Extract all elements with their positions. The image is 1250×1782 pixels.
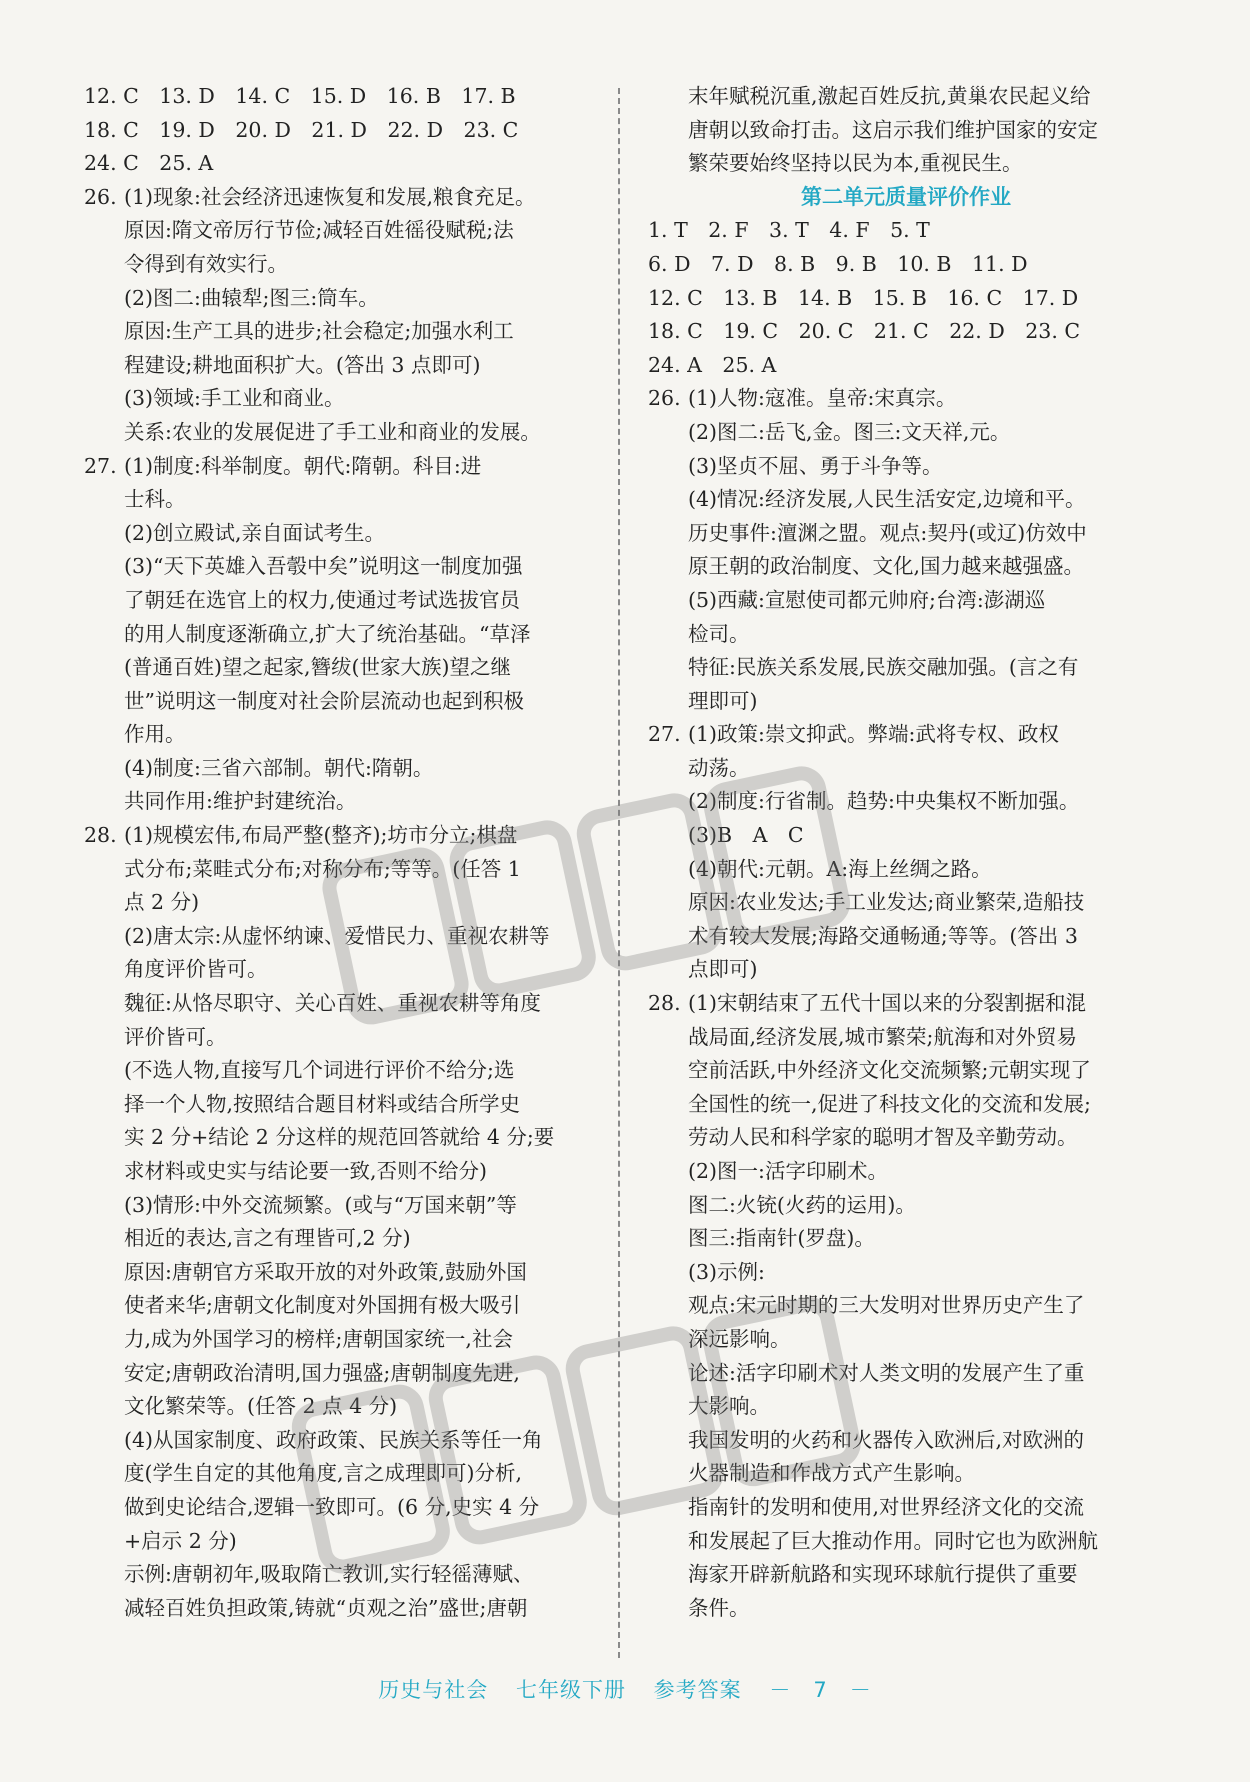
answer-text: 观点:宋元时期的三大发明对世界历史产生了: [688, 1293, 1085, 1318]
right-column: [648, 80, 1164, 1625]
answer-text: 使者来华;唐朝文化制度对外国拥有极大吸引: [124, 1293, 521, 1318]
answer-line: [84, 1390, 600, 1424]
answer-line: [648, 618, 1164, 652]
answer-line: [84, 248, 600, 282]
answer-text: (3)B A C: [688, 823, 804, 848]
answer-line: [648, 550, 1164, 584]
answer-line: [84, 1592, 600, 1626]
answer-text: 理即可): [688, 688, 758, 713]
answer-line: [84, 1525, 600, 1559]
answer-line: [648, 718, 1164, 752]
answer-line: [648, 853, 1164, 887]
question-number: 26.: [648, 386, 681, 411]
right-column-continuation: [648, 80, 1164, 181]
answer-line: [84, 618, 600, 652]
answer-text: (4)制度:三省六部制。朝代:隋朝。: [124, 755, 434, 780]
answer-line: [84, 1189, 600, 1223]
answer-text: 作用。: [124, 722, 186, 747]
answer-line: [648, 987, 1164, 1021]
answer-text: (5)西藏:宣慰使司都元帅府;台湾:澎湖巡: [688, 587, 1046, 612]
answer-text: 原王朝的政治制度、文化,国力越来越强盛。: [688, 554, 1085, 579]
answer-text: 度(学生自定的其他角度,言之成理即可)分析,: [124, 1461, 523, 1486]
answer-line: [84, 1256, 600, 1290]
answer-line: [648, 886, 1164, 920]
answer-text: (3)坚贞不屈、勇于斗争等。: [688, 453, 943, 478]
answer-text: 角度评价皆可。: [124, 957, 268, 982]
answer-text: (4)朝代:元朝。A:海上丝绸之路。: [688, 856, 992, 881]
answer-line: [84, 584, 600, 618]
answer-line: [84, 853, 600, 887]
answer-text: 世”说明这一制度对社会阶层流动也起到积极: [124, 688, 524, 713]
answer-line: [84, 953, 600, 987]
answer-line: [84, 1121, 600, 1155]
answer-text: 繁荣要始终坚持以民为本,重视民生。: [688, 151, 1023, 176]
answer-line: [648, 1021, 1164, 1055]
answer-line: [648, 1457, 1164, 1491]
answer-line: [84, 1424, 600, 1458]
section-title: 第二单元质量评价作业: [801, 184, 1011, 209]
answer-text: 求材料或史实与结论要一致,否则不给分): [124, 1159, 488, 1183]
answer-text: 18. C 19. C 20. C 21. C 22. D 23. C: [648, 319, 1081, 344]
answer-line: [648, 1121, 1164, 1155]
answer-line: [84, 416, 600, 450]
footer-label: 参考答案: [653, 1678, 742, 1702]
answer-text: 指南针的发明和使用,对世界经济文化的交流: [688, 1494, 1085, 1519]
answer-line: [648, 416, 1164, 450]
answer-text: 12. C 13. D 14. C 15. D 16. B 17. B: [84, 84, 516, 108]
answer-line: [84, 1457, 600, 1491]
answer-line: [84, 147, 600, 181]
answer-line: [84, 450, 600, 484]
answer-line: [84, 1054, 600, 1088]
answer-text: 的用人制度逐渐确立,扩大了统治基础。“草泽: [124, 621, 531, 646]
answer-line: [84, 114, 600, 148]
answer-text: 了朝廷在选官上的权力,使通过考试选拔官员: [124, 587, 521, 612]
answer-line: [648, 517, 1164, 551]
answer-text: (3)情形:中外交流频繁。(或与“万国来朝”等: [124, 1192, 517, 1217]
answer-line: [648, 1222, 1164, 1256]
answer-text: 程建设;耕地面积扩大。(答出 3 点即可): [124, 352, 481, 377]
answer-text: (1)现象:社会经济迅速恢复和发展,粮食充足。: [124, 184, 536, 209]
answer-line: [648, 1357, 1164, 1391]
answer-line: [648, 1155, 1164, 1189]
answer-text: (1)制度:科举制度。朝代:隋朝。科目:进: [124, 453, 482, 478]
answer-line: [648, 1558, 1164, 1592]
answer-line: [648, 214, 1164, 248]
answer-text: 我国发明的火药和火器传入欧洲后,对欧洲的: [688, 1427, 1085, 1452]
answer-text: 大影响。: [688, 1394, 770, 1419]
answer-line: [648, 953, 1164, 987]
answer-text: (1)政策:崇文抑武。弊端:武将专权、政权: [688, 722, 1059, 747]
answer-text: 实 2 分+结论 2 分这样的规范回答就给 4 分;要: [124, 1125, 555, 1150]
answer-line: [648, 1390, 1164, 1424]
answer-line: [84, 785, 600, 819]
answer-text: 图三:指南针(罗盘)。: [688, 1226, 875, 1251]
answer-text: 12. C 13. B 14. B 15. B 16. C 17. D: [648, 285, 1079, 310]
answer-text: 原因:唐朝官方采取开放的对外政策,鼓励外国: [124, 1259, 527, 1284]
answer-text: (2)图二:曲辕犁;图三:筒车。: [124, 285, 379, 310]
answer-text: 图二:火铳(火药的运用)。: [688, 1192, 916, 1217]
answer-line: [648, 1088, 1164, 1122]
unit-two-answers: [648, 214, 1164, 1625]
question-number: 27.: [84, 453, 117, 478]
answer-line: [84, 718, 600, 752]
answer-text: (2)制度:行省制。趋势:中央集权不断加强。: [688, 789, 1080, 814]
answer-line: [84, 1558, 600, 1592]
answer-text: (2)图二:岳飞,金。图三:文天祥,元。: [688, 419, 1011, 444]
answer-text: 6. D 7. D 8. B 9. B 10. B 11. D: [648, 251, 1028, 276]
answer-line: [84, 886, 600, 920]
answer-line: [84, 1491, 600, 1525]
answer-line: [84, 483, 600, 517]
answer-line: [84, 80, 600, 114]
answer-text: (1)人物:寇准。皇帝:宋真宗。: [688, 386, 957, 411]
answer-line: [84, 920, 600, 954]
answer-line: [84, 214, 600, 248]
answer-line: [648, 1054, 1164, 1088]
answer-text: 择一个人物,按照结合题目材料或结合所学史: [124, 1091, 521, 1116]
answer-line: [84, 752, 600, 786]
answer-line: [84, 1155, 600, 1189]
answer-line: [648, 382, 1164, 416]
answer-text: 原因:农业发达;手工业发达;商业繁荣,造船技: [688, 890, 1085, 915]
answer-text: 示例:唐朝初年,吸取隋亡教训,实行轻徭薄赋、: [124, 1562, 534, 1587]
answer-line: [648, 114, 1164, 148]
column-divider: [618, 88, 620, 1658]
answer-line: [84, 315, 600, 349]
answer-line: [84, 651, 600, 685]
answer-line: [648, 1323, 1164, 1357]
answer-line: [648, 685, 1164, 719]
answer-text: 全国性的统一,促进了科技文化的交流和发展;: [688, 1091, 1091, 1116]
answer-text: 1. T 2. F 3. T 4. F 5. T: [648, 218, 930, 243]
answer-line: [84, 517, 600, 551]
answer-line: [648, 1525, 1164, 1559]
answer-line: [84, 282, 600, 316]
answer-line: [648, 1256, 1164, 1290]
answer-text: 论述:活字印刷术对人类文明的发展产生了重: [688, 1360, 1085, 1385]
answer-text: 劳动人民和科学家的聪明才智及辛勤劳动。: [688, 1125, 1078, 1150]
answer-text: (不选人物,直接写几个词进行评价不给分;选: [124, 1058, 515, 1083]
page-number: － 7 －: [769, 1678, 872, 1702]
question-number: 28.: [648, 991, 681, 1016]
answer-line: [648, 1289, 1164, 1323]
answer-line: [648, 450, 1164, 484]
answer-text: (2)创立殿试,亲自面试考生。: [124, 520, 386, 545]
answer-text: 力,成为外国学习的榜样;唐朝国家统一,社会: [124, 1326, 513, 1351]
question-number: 26.: [84, 184, 117, 209]
answer-text: (1)规模宏伟,布局严整(整齐);坊市分立;棋盘: [124, 823, 518, 848]
answer-text: +启示 2 分): [124, 1528, 237, 1553]
answer-text: 原因:隋文帝厉行节俭;减轻百姓徭役赋税;法: [124, 218, 514, 243]
answer-text: 历史事件:澶渊之盟。观点:契丹(或辽)仿效中: [688, 520, 1087, 545]
answer-text: (3)示例:: [688, 1259, 765, 1284]
answer-line: [84, 1357, 600, 1391]
left-column: [84, 80, 600, 1625]
answer-line: [648, 920, 1164, 954]
answer-text: (4)从国家制度、政府政策、民族关系等任一角: [124, 1427, 543, 1452]
answer-text: 和发展起了巨大推动作用。同时它也为欧洲航: [688, 1528, 1098, 1553]
answer-line: [648, 80, 1164, 114]
answer-text: (2)唐太宗:从虚怀纳谏、爱惜民力、重视农耕等: [124, 923, 550, 948]
answer-line: [648, 1491, 1164, 1525]
answer-line: [84, 181, 600, 215]
answer-text: 空前活跃,中外经济文化交流频繁;元朝实现了: [688, 1058, 1091, 1083]
answer-line: [648, 1424, 1164, 1458]
answer-text: (4)情况:经济发展,人民生活安定,边境和平。: [688, 487, 1086, 512]
answer-text: (3)领域:手工业和商业。: [124, 386, 345, 411]
answer-line: [648, 483, 1164, 517]
answer-line: [84, 550, 600, 584]
answer-line: [648, 584, 1164, 618]
answer-line: [84, 685, 600, 719]
answer-text: 安定;唐朝政治清明,国力强盛;唐朝制度先进,: [124, 1360, 520, 1385]
answer-text: 评价皆可。: [124, 1024, 227, 1049]
answer-text: 特征:民族关系发展,民族交融加强。(言之有: [688, 655, 1079, 680]
answer-line: [648, 1592, 1164, 1626]
answer-line: [84, 1021, 600, 1055]
answer-text: 海家开辟新航路和实现环球航行提供了重要: [688, 1562, 1078, 1587]
answer-line: [648, 248, 1164, 282]
answer-text: 末年赋税沉重,激起百姓反抗,黄巢农民起义给: [688, 84, 1091, 108]
answer-line: [84, 382, 600, 416]
answer-text: 相近的表达,言之有理皆可,2 分): [124, 1226, 411, 1251]
answer-text: 点 2 分): [124, 890, 200, 915]
answer-line: [648, 147, 1164, 181]
answer-line: [648, 785, 1164, 819]
answer-text: 点即可): [688, 957, 758, 982]
answer-line: [648, 651, 1164, 685]
footer-subject: 历史与社会: [378, 1678, 489, 1702]
answer-text: (2)图一:活字印刷术。: [688, 1159, 888, 1183]
answer-text: 共同作用:维护封建统治。: [124, 789, 357, 814]
answer-text: 24. A 25. A: [648, 352, 777, 377]
answer-text: 令得到有效实行。: [124, 251, 288, 276]
answer-line: [84, 819, 600, 853]
answer-text: 动荡。: [688, 755, 750, 780]
answer-line: [648, 282, 1164, 316]
answer-text: 士科。: [124, 487, 186, 512]
footer-grade: 七年级下册: [515, 1678, 626, 1702]
answer-text: 魏征:从恪尽职守、关心百姓、重视农耕等角度: [124, 991, 541, 1016]
answer-text: 火器制造和作战方式产生影响。: [688, 1461, 975, 1486]
answer-line: [84, 1088, 600, 1122]
answer-text: 条件。: [688, 1595, 750, 1620]
answer-text: 18. C 19. D 20. D 21. D 22. D 23. C: [84, 117, 519, 142]
answer-line: [84, 1222, 600, 1256]
answer-text: 检司。: [688, 621, 750, 646]
question-number: 27.: [648, 722, 681, 747]
answer-line: [84, 1289, 600, 1323]
answer-text: 原因:生产工具的进步;社会稳定;加强水利工: [124, 319, 514, 344]
answer-text: 深远影响。: [688, 1326, 791, 1351]
answer-text: (普通百姓)望之起家,簪绂(世家大族)望之继: [124, 655, 512, 680]
answer-text: 关系:农业的发展促进了手工业和商业的发展。: [124, 419, 541, 444]
answer-text: (3)“天下英雄入吾彀中矣”说明这一制度加强: [124, 554, 523, 579]
answer-text: 术有较大发展;海路交通畅通;等等。(答出 3: [688, 923, 1078, 948]
answer-line: [84, 1323, 600, 1357]
answer-text: 做到史论结合,逻辑一致即可。(6 分,史实 4 分: [124, 1494, 540, 1519]
question-number: 28.: [84, 823, 117, 848]
answer-line: [84, 987, 600, 1021]
answer-text: 战局面,经济发展,城市繁荣;航海和对外贸易: [688, 1024, 1077, 1049]
answer-text: 式分布;菜畦式分布;对称分布;等等。(任答 1: [124, 856, 521, 881]
answer-text: (1)宋朝结束了五代十国以来的分裂割据和混: [688, 991, 1087, 1016]
answer-text: 文化繁荣等。(任答 2 点 4 分): [124, 1394, 398, 1419]
answer-line: [648, 752, 1164, 786]
answer-text: 24. C 25. A: [84, 151, 214, 176]
answer-text: 唐朝以致命打击。这启示我们维护国家的安定: [688, 117, 1098, 142]
answer-line: [84, 349, 600, 383]
answer-line: [648, 1189, 1164, 1223]
answer-line: [648, 315, 1164, 349]
answer-line: [648, 819, 1164, 853]
page-footer: [0, 1674, 1250, 1704]
answer-line: [648, 349, 1164, 383]
answer-text: 减轻百姓负担政策,铸就“贞观之治”盛世;唐朝: [124, 1595, 528, 1620]
